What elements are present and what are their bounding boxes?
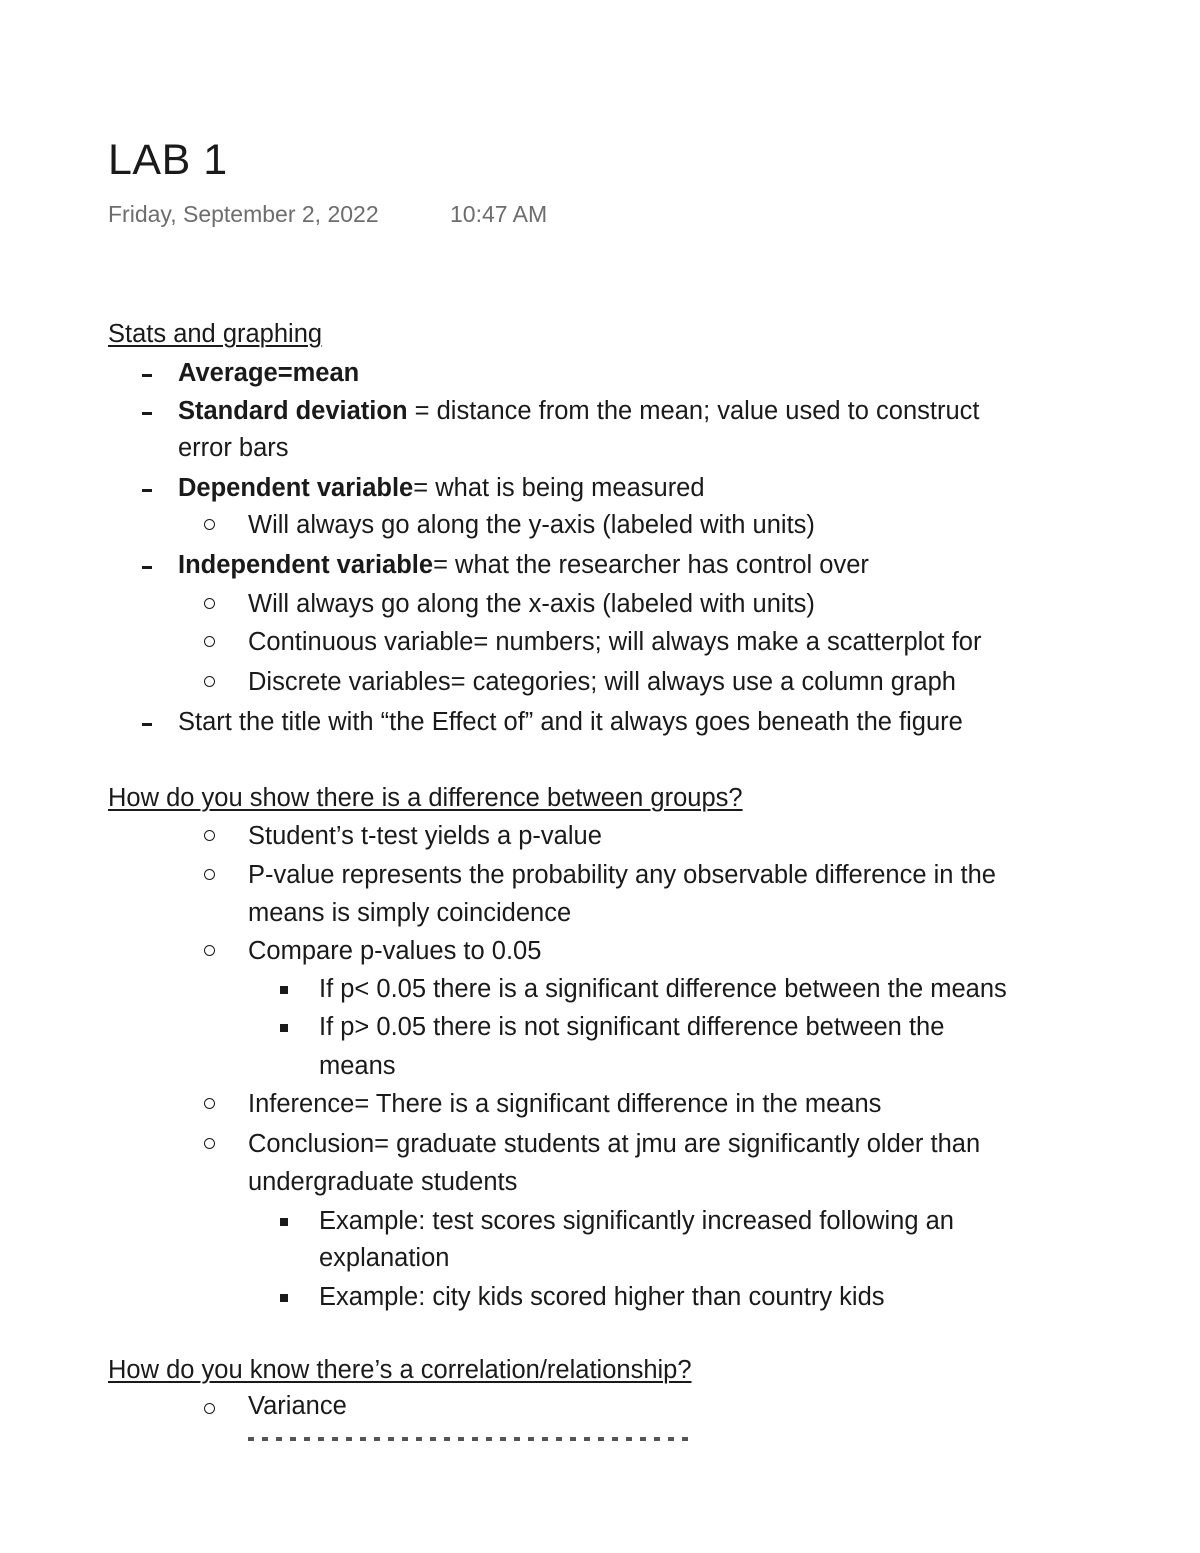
term-dependent: Dependent variable: [178, 474, 414, 502]
section-heading-stats: Stats and graphing: [108, 320, 323, 348]
square-bullet: [280, 1294, 288, 1302]
list-item-variance: Variance: [248, 1392, 347, 1420]
list-item-independent-sub3: Discrete variables= categories; will always use a column graph: [248, 668, 956, 696]
square-bullet: [280, 986, 288, 994]
list-item-dependent-sub: Will always go along the y-axis (labeled with units): [248, 511, 815, 539]
list-item-example2: Example: city kids scored higher than country kids: [319, 1283, 885, 1311]
std-definition: = distance from the mean; value used to construct: [407, 397, 980, 425]
page-date: Friday, September 2, 2022: [108, 201, 379, 227]
dash-bullet: [142, 374, 152, 377]
list-item-compare-sub1: If p< 0.05 there is a significant difference between the means: [319, 975, 1007, 1003]
list-item-independent-sub1: Will always go along the x-axis (labeled with units): [248, 590, 815, 618]
section-heading-difference: How do you show there is a difference between groups?: [108, 784, 743, 812]
list-item-dependent: [178, 472, 705, 504]
list-item-independent: [178, 549, 869, 581]
page-time: 10:47 AM: [450, 201, 548, 227]
page-title: LAB 1: [108, 136, 228, 184]
list-item-example1: Example: test scores significantly increased following an: [319, 1207, 954, 1235]
list-item-pvalue-cont: means is simply coincidence: [248, 899, 572, 927]
std-definition-cont: error bars: [178, 434, 289, 462]
dash-bullet: [142, 489, 152, 492]
list-item-compare-sub2: If p> 0.05 there is not significant difference between the: [319, 1013, 945, 1041]
list-item-title-rule: Start the title with “the Effect of” and it always goes beneath the figure: [178, 708, 963, 736]
list-item-compare-sub2-cont: means: [319, 1052, 396, 1080]
dash-bullet: [142, 723, 152, 726]
dash-bullet: [142, 412, 152, 415]
list-item-example1-cont: explanation: [319, 1244, 450, 1272]
list-item-conclusion: Conclusion= graduate students at jmu are significantly older than: [248, 1130, 981, 1158]
circle-bullet: [204, 598, 215, 609]
term-independent: Independent variable: [178, 551, 434, 579]
circle-bullet: [204, 519, 215, 530]
cutoff-text-line: [248, 1430, 688, 1444]
section-heading-correlation: How do you know there’s a correlation/relationship?: [108, 1356, 692, 1384]
circle-bullet: [204, 830, 215, 841]
list-item-ttest: Student’s t-test yields a p-value: [248, 822, 602, 850]
circle-bullet: [204, 676, 215, 687]
square-bullet: [280, 1218, 288, 1226]
dependent-definition: = what is being measured: [413, 474, 705, 502]
independent-definition: = what the researcher has control over: [433, 551, 869, 579]
list-item-compare: Compare p-values to 0.05: [248, 937, 542, 965]
list-item-inference: Inference= There is a significant difference in the means: [248, 1090, 882, 1118]
term-average: Average=mean: [178, 359, 360, 387]
list-item-independent-sub2: Continuous variable= numbers; will always make a scatterplot for: [248, 628, 982, 656]
dash-bullet: [142, 566, 152, 569]
list-item-std: [178, 395, 979, 427]
cutoff-text-fragments: [248, 1437, 688, 1441]
circle-bullet: [204, 1098, 215, 1109]
circle-bullet: [204, 869, 215, 880]
term-std: Standard deviation: [178, 397, 408, 425]
square-bullet: [280, 1024, 288, 1032]
circle-bullet: [204, 1403, 215, 1414]
list-item-average: [178, 357, 359, 389]
list-item-conclusion-cont: undergraduate students: [248, 1168, 518, 1196]
circle-bullet: [204, 636, 215, 647]
circle-bullet: [204, 945, 215, 956]
list-item-pvalue: P-value represents the probability any observable difference in the: [248, 861, 996, 889]
circle-bullet: [204, 1138, 215, 1149]
